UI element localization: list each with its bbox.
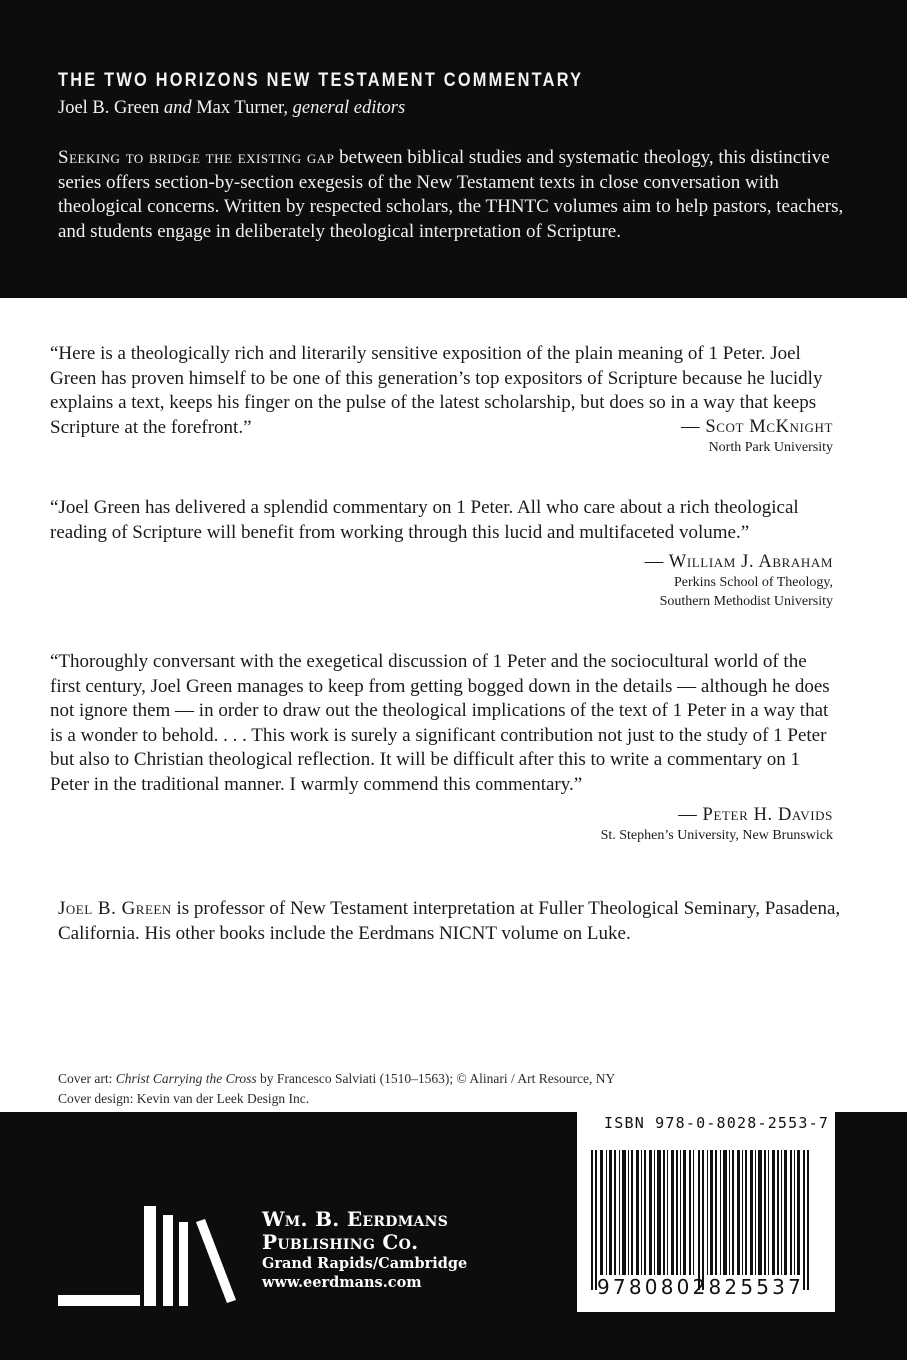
publisher-website: www.eerdmans.com xyxy=(262,1274,422,1291)
series-band xyxy=(0,0,907,298)
cover-art-title: Christ Carrying the Cross xyxy=(115,1071,257,1086)
endorsement-attribution-3 xyxy=(601,805,833,845)
barcode-digits: 9780802825537 xyxy=(597,1275,805,1299)
endorsement-quote-3: “Thoroughly conversant with the exegetical discussion of 1 Peter and the sociocultural world of the first century, Joel Green manages to keep from getting bogged down in the details — although he does not ignore them — in order to draw out the theological implications of the text of 1 Peter in a way that is a wonder to behold. . . . This work is surely a significant contribution not just to the study of 1 Peter but also to Christian theological reflection. It will be difficult after this to write a commentary on 1 Peter in the traditional manner. I warmly commend this commentary.” xyxy=(50,651,830,795)
author-bio-text: is professor of New Testament interpretation at Fuller Theological Seminary, Pasadena, California. His other books include the Eerdmans NICNT volume on Luke. xyxy=(58,898,841,944)
cover-art-credit xyxy=(58,1069,615,1089)
endorser-affiliation-1: North Park University xyxy=(708,440,833,455)
endorser-affiliation-3: St. Stephen’s University, New Brunswick xyxy=(600,828,833,843)
editor-name-green: Joel B. Green xyxy=(58,98,160,118)
cover-art-label: Cover art: xyxy=(58,1071,116,1086)
endorsement-attribution-2 xyxy=(645,552,833,611)
endorsement-quote-1: “Here is a theologically rich and literarily sensitive exposition of the plain meaning of 1 Peter. Joel Green has proven himself to be one of this generation’s top expositors of Scripture because he lucidly explains a text, keeps his finger on the pulse of the latest scholarship, but does so in a way that keeps Scripture at the forefront.” xyxy=(50,343,823,438)
author-name: Joel B. Green xyxy=(58,898,172,919)
cover-credits xyxy=(58,1069,615,1109)
editors-and: and xyxy=(163,98,192,118)
endorser-name-1: — Scot McKnight xyxy=(681,417,833,437)
series-description-lead: Seeking to bridge the existing gap xyxy=(58,147,335,168)
endorser-name-3: — Peter H. Davids xyxy=(678,805,833,825)
series-description-body: between biblical studies and systematic theology, this distinctive series offers section-by-section exegesis of the New Testament texts in close conversation with theological concerns. Written by respected scholars, the THNTC volumes aim to help pastors, teachers, and students engage in deliberately theological interpretation of Scripture. xyxy=(58,147,844,242)
publisher-location: Grand Rapids/Cambridge xyxy=(262,1255,468,1272)
editor-name-turner: Max Turner, xyxy=(196,98,288,118)
series-title: THE TWO HORIZONS NEW TESTAMENT COMMENTARY xyxy=(58,70,584,91)
endorser-affiliation-2b: Southern Methodist University xyxy=(659,594,833,609)
series-editors xyxy=(58,98,405,119)
endorsement-quote-2: “Joel Green has delivered a splendid commentary on 1 Peter. All who care about a rich theological reading of Scripture will benefit from working through this lucid and multifaceted volume.” xyxy=(50,497,799,543)
endorser-affiliation-2a: Perkins School of Theology, xyxy=(673,575,833,590)
editors-role: general editors xyxy=(292,98,406,118)
publisher-name-line2: Publishing Co. xyxy=(262,1230,419,1254)
series-description xyxy=(58,146,848,244)
cover-design-credit: Cover design: Kevin van der Leek Design Inc. xyxy=(58,1091,310,1106)
publisher-name-line1: Wm. B. Eerdmans xyxy=(262,1207,449,1231)
endorser-name-2: — William J. Abraham xyxy=(644,552,833,572)
cover-art-rest: by Francesco Salviati (1510–1563); © Alinari / Art Resource, NY xyxy=(256,1071,616,1086)
author-bio xyxy=(58,897,858,946)
eerdmans-books-logo-icon xyxy=(58,1192,238,1312)
isbn-barcode-box xyxy=(577,1112,835,1312)
endorsement-attribution-1 xyxy=(681,417,833,457)
publisher-info xyxy=(262,1208,467,1292)
isbn-number: ISBN 978-0-8028-2553-7 xyxy=(604,1114,830,1132)
